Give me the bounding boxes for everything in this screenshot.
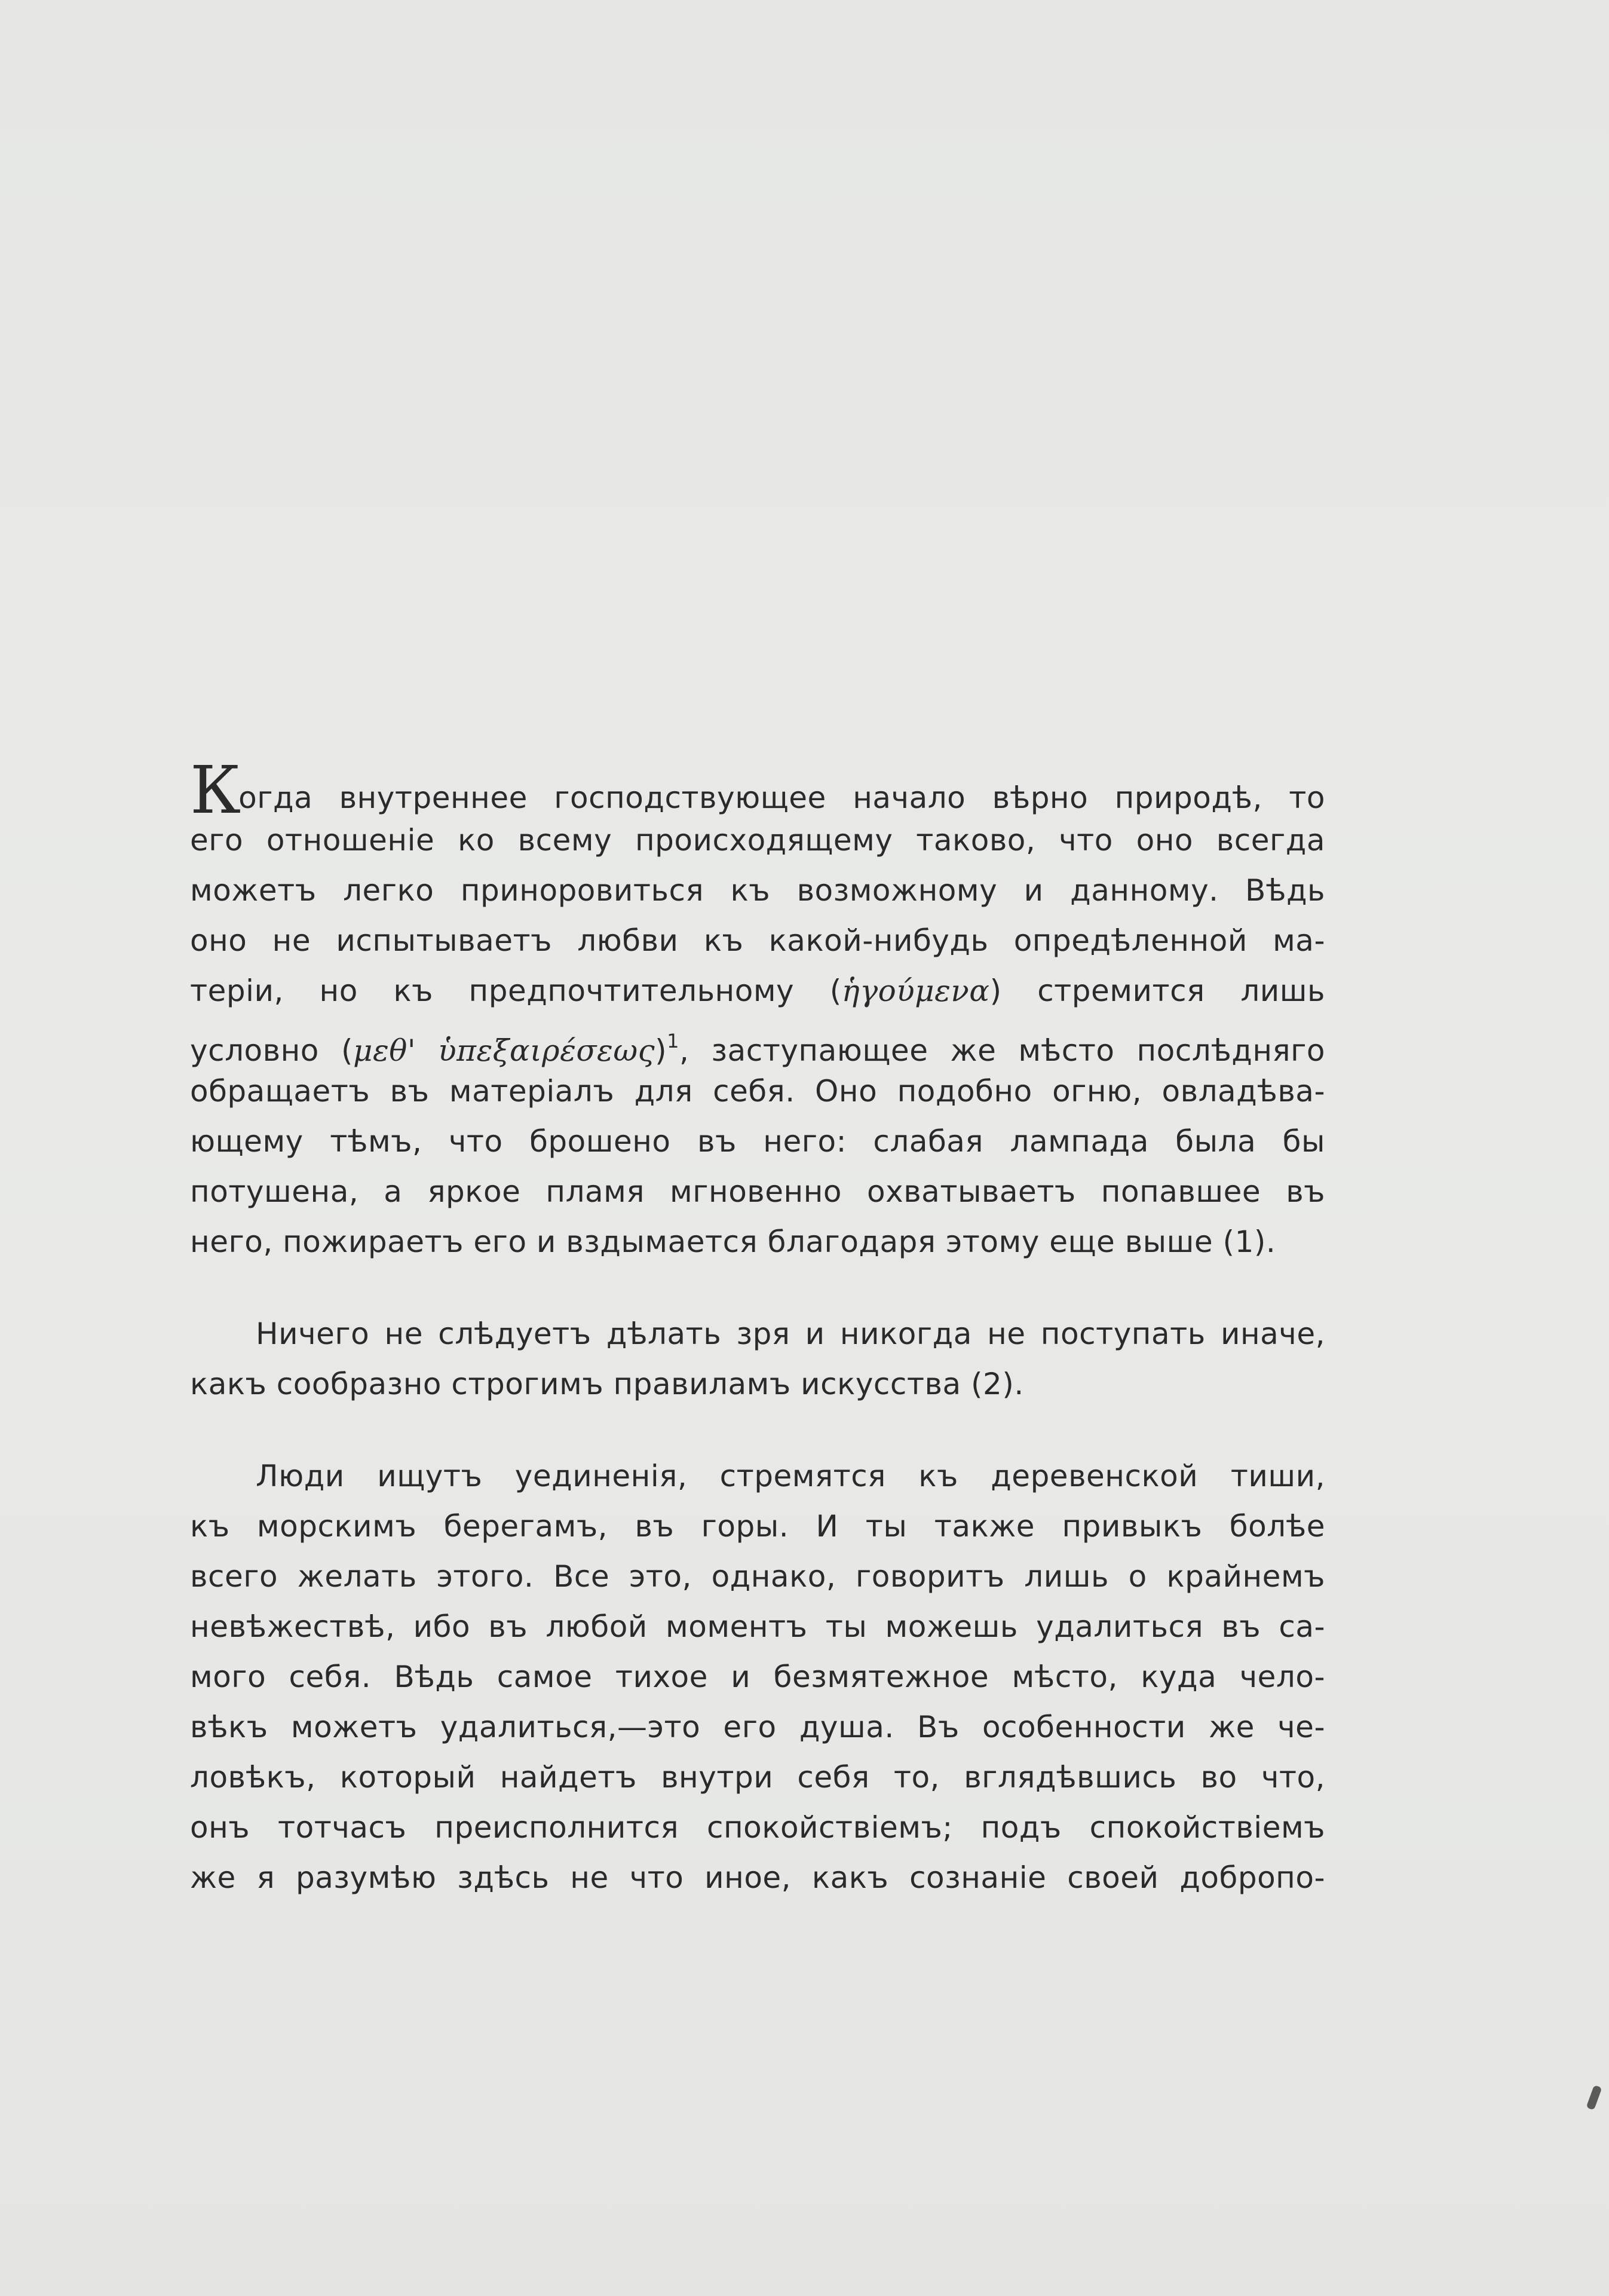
paragraph-1-line-5: теріи, но къ предпочтительному (ἡγούμενα) стремится лишь [190,973,1325,1008]
greek-term: μεθ' ὑπεξαιρέσεως [353,1033,655,1068]
page-text [190,752,1325,1945]
paragraph-1-line-8: ющему тѣмъ, что брошено въ него: слабая лампада была бы [190,1124,1325,1159]
paragraph-2-line-2: какъ сообразно строгимъ правиламъ искусства (2). [190,1367,1024,1401]
paragraph-3-line-3: всего желать этого. Все это, однако, говоритъ лишь о крайнемъ [190,1559,1325,1594]
paragraph-3-line-5: мого себя. Вѣдь самое тихое и безмятежное мѣсто, куда чело- [190,1660,1325,1694]
paragraph-1-line-2: его отношеніе ко всему происходящему таково, что оно всегда [190,823,1325,858]
footnote-marker: 1 [667,1030,680,1052]
paragraph-1-line-4: оно не испытываетъ любви къ какой-нибудь опредѣленной ма- [190,923,1325,958]
paragraph-3-line-4: невѣжествѣ, ибо въ любой моментъ ты можешь удалиться въ са- [190,1609,1325,1644]
paragraph-1-line-6: условно (μεθ' ὑπεξαιρέσεως)$^1$, заступающее же мѣсто послѣдняго [190,1030,1325,1068]
greek-term: ἡγούμενα [841,973,990,1008]
paragraph-2-line-1: Ничего не слѣдуетъ дѣлать зря и никогда не поступать иначе, [256,1317,1325,1351]
drop-cap: К [190,752,239,828]
paragraph-1-line-9: потушена, а яркое пламя мгновенно охватываетъ попавшее въ [190,1174,1325,1209]
paragraph-3-line-1: Люди ищутъ уединенія, стремятся къ деревенской тиши, [256,1459,1325,1493]
paragraph-3-line-7: ловѣкъ, который найдетъ внутри себя то, вглядѣвшись во что, [190,1760,1325,1795]
paper-blemish [1586,2085,1602,2110]
paragraph-3-line-6: вѣкъ можетъ удалиться,—это его душа. Въ особенности же че- [190,1710,1325,1744]
paragraph-3-line-2: къ морскимъ берегамъ, въ горы. И ты также привыкъ болѣе [190,1509,1325,1544]
paragraph-1 [190,752,1325,1267]
paragraph-1-line-3: можетъ легко приноровиться къ возможному и данному. Вѣдь [190,873,1325,908]
paragraph-1-line-7: обращаетъ въ матеріалъ для себя. Оно подобно огню, овладѣва- [190,1074,1325,1109]
paragraph-3 [190,1451,1325,1903]
paragraph-1-line-1: Когда внутреннее господствующее начало вѣрно природѣ, то [190,752,1325,828]
paragraph-3-line-8: онъ тотчасъ преисполнится спокойствіемъ; подъ спокойствіемъ [190,1810,1325,1845]
paragraph-2 [190,1309,1325,1409]
paragraph-1-line-10: него, пожираетъ его и вздымается благодаря этому еще выше (1). [190,1224,1276,1259]
paragraph-3-line-9: же я разумѣю здѣсь не что иное, какъ сознаніе своей добропо- [190,1860,1325,1895]
